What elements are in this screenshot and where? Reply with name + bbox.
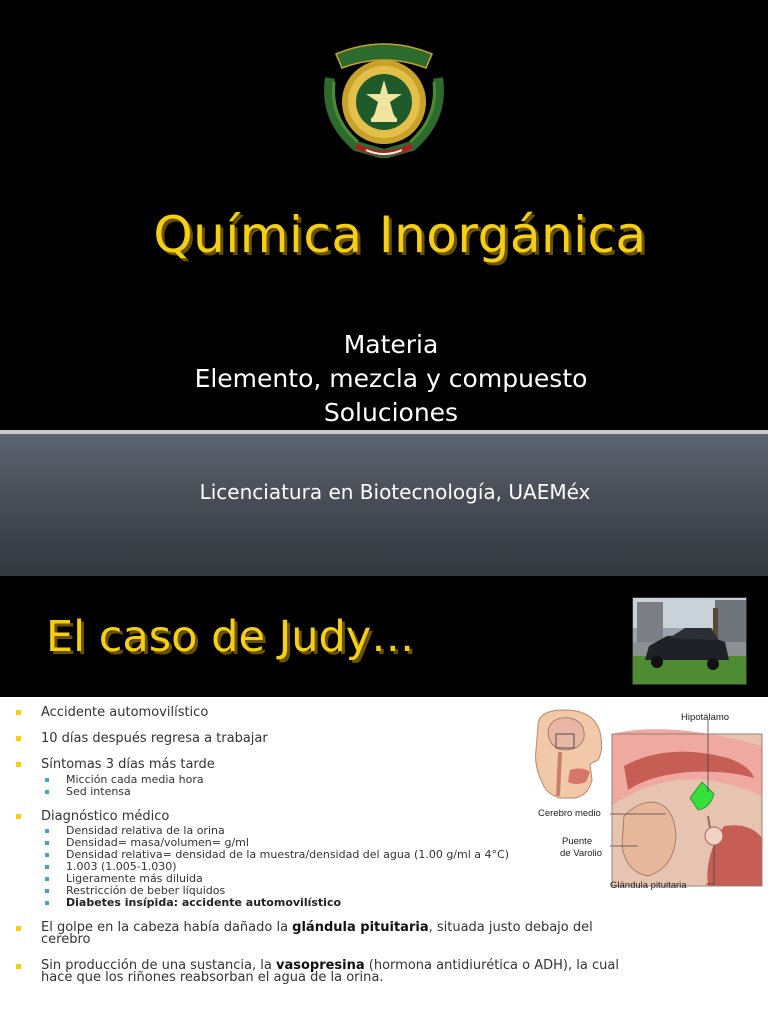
- program-band: [0, 434, 768, 576]
- list-item: Sin producción de una sustancia, la vasopresina (hormona antidiurética o ADH), la cual hace que los riñones reabsorban el agua de la orina.: [14, 960, 634, 984]
- list-item: Síntomas 3 días más tarde: [14, 758, 634, 772]
- presentation-title: Química Inorgánica: [153, 206, 647, 264]
- sub-list-item-bold: Diabetes insípida: accidente automovilístico: [14, 897, 634, 909]
- label-glandula-pituitaria: Glándula pituitaria: [610, 880, 687, 891]
- sub-list-item: Densidad relativa de la orina: [14, 825, 634, 837]
- uaemex-seal-logo: [316, 38, 452, 158]
- list-item: Accidente automovilístico: [14, 706, 634, 720]
- label-de-varolio: de Varolio: [560, 848, 603, 859]
- list-item: Diagnóstico médico: [14, 810, 634, 824]
- title-slide: [0, 0, 768, 430]
- label-puente: Puente: [562, 836, 593, 847]
- sub-list-item: Sed intensa: [14, 786, 634, 798]
- sub-list-item: Densidad relativa= densidad de la muestra/densidad del agua (1.00 g/ml a 4°C): [14, 849, 634, 861]
- label-cerebro-medio: Cerebro medio: [538, 808, 601, 819]
- list-item: El golpe en la cabeza había dañado la glándula pituitaria, situada justo debajo del cerebro: [14, 922, 634, 946]
- subtitle-line: Soluciones: [323, 398, 459, 427]
- sub-list-item: Densidad= masa/volumen= g/ml: [14, 837, 634, 849]
- list-item: 10 días después regresa a trabajar: [14, 732, 634, 746]
- sub-list-item: 1.003 (1.005-1.030): [14, 861, 634, 873]
- subtitle-line: Materia: [343, 330, 439, 359]
- case-title: El caso de Judy…: [46, 612, 415, 662]
- subtitle-line: Elemento, mezcla y compuesto: [194, 364, 588, 393]
- sub-list-item: Micción cada media hora: [14, 774, 634, 786]
- sub-list-item: Restricción de beber líquidos: [14, 885, 634, 897]
- program-name: Licenciatura en Biotecnología, UAEMéx: [199, 480, 591, 504]
- subtitle-block: [0, 328, 768, 430]
- brain-anatomy-diagram: [528, 706, 768, 896]
- car-accident-photo: [632, 597, 747, 685]
- sub-list-item: Ligeramente más diluida: [14, 873, 634, 885]
- label-hipotalamo: Hipotálamo: [681, 712, 730, 723]
